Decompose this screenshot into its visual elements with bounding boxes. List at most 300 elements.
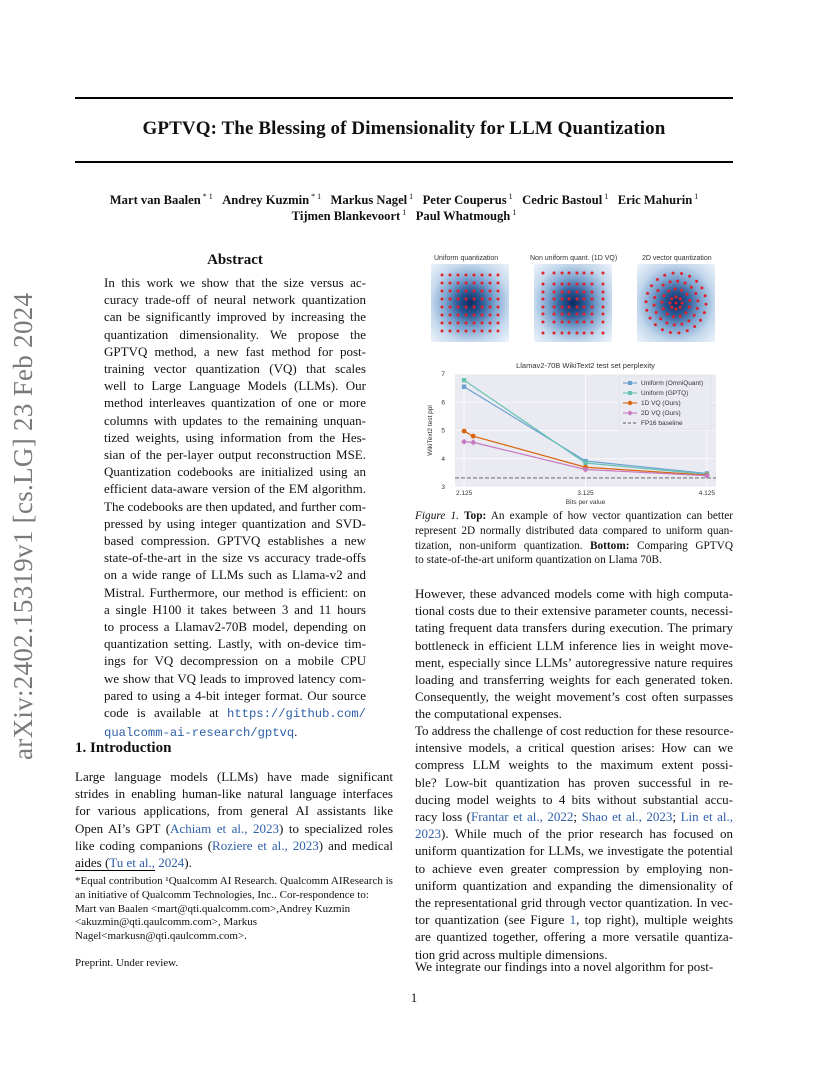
text-line: ment, especially since LLMs’ autoregressive nature requires (415, 654, 733, 670)
body-paragraph-3: We integrate our findings into a novel algorithm for post- (415, 959, 714, 974)
quantization-point (583, 313, 586, 316)
quantization-point (576, 272, 579, 275)
quantization-point (497, 282, 500, 285)
figure-caption: Figure 1. Top: An example of how vector quantization can better represent 2D normally distributed data compared to uniform quan- tization, non-uniform quantization. Bottom: Comparing GPTVQ to state-of-the-art uniform quantization on Llama 70B. (415, 510, 733, 567)
quantization-point (561, 321, 564, 324)
quantization-point (602, 291, 605, 294)
quantization-point (481, 330, 484, 333)
y-tick-label: 3 (441, 484, 445, 492)
footnote-rule (75, 870, 155, 871)
quantization-point (650, 284, 653, 287)
quantization-point (679, 315, 682, 318)
quantization-point (465, 306, 468, 309)
quantization-point (441, 282, 444, 285)
text-line: Research is an initiative of Qualcomm Technologies, Inc.. Cor- (75, 875, 393, 901)
text-line: bottleneck in efficient LLM inference lies in weight move- (415, 637, 733, 653)
quantization-point (481, 282, 484, 285)
quantization-point (457, 274, 460, 277)
quantization-point (666, 313, 669, 316)
quantization-point (688, 306, 691, 309)
x-axis-label: Bits per value (565, 499, 606, 506)
citation-link[interactable]: Lin et al., (680, 809, 733, 825)
quantization-point (489, 314, 492, 317)
author-name: Markus Nagel $^1$ (330, 192, 414, 208)
text-line: training vector quantization (VQ) that scales (104, 361, 366, 377)
quantization-point (449, 298, 452, 301)
text-line: quantization setting. Lastly, with on-device tim- (104, 636, 366, 652)
quantization-point (542, 306, 545, 309)
chart-title: Llamav2-70B WikiText2 test set perplexity (516, 361, 655, 370)
text-line: state-of-the-art in the size vs accuracy trade-offs (104, 550, 366, 566)
text-line: to achieve even greater compression by employing non- (415, 860, 733, 876)
data-point (583, 461, 587, 465)
data-point (462, 385, 466, 389)
quantization-point (568, 313, 571, 316)
quantization-point (465, 274, 468, 277)
text-line: a single H100 it takes between 3 and 11 hours (104, 601, 366, 617)
quantization-point (591, 313, 594, 316)
legend-label: FP16 baseline (641, 420, 683, 428)
quantization-point (583, 291, 586, 294)
panel-title-2dvq: 2D vector quantization (642, 255, 712, 262)
text-line: To address the challenge of cost reduction for these resource- (415, 723, 734, 738)
text-line: The codebooks are then updated, and further com- (104, 498, 367, 514)
quantization-point (568, 298, 571, 301)
quantization-point (677, 331, 680, 334)
text-line: the representational grid through vector quantization. In vec- (415, 895, 733, 911)
quantization-point (662, 307, 665, 310)
quantization-point (645, 309, 648, 312)
quantization-point (665, 322, 668, 325)
text-line: tional costs due to their extensive parameter counts, necessi- (415, 603, 733, 619)
quantization-point (568, 306, 571, 309)
quantization-point (481, 298, 484, 301)
quantization-point (675, 308, 678, 311)
quantization-point (656, 278, 659, 281)
text-line: loading and transferring weights for each generated token. (415, 672, 733, 688)
quantization-point (465, 314, 468, 317)
text-line: ducing model weights to 4 bits without substantial accu- (415, 791, 733, 807)
quantization-point (602, 272, 605, 275)
author-name: Peter Couperus $^1$ (422, 192, 513, 208)
quantization-point (481, 306, 484, 309)
quantization-point (489, 330, 492, 333)
text-line: curacy trade-off of neural network quantization (104, 292, 366, 308)
text-line: uniform quantization and expanding the dimensionality of (415, 877, 733, 893)
quantization-point (687, 319, 690, 322)
quantization-point (669, 280, 672, 283)
data-point (462, 378, 466, 382)
quantization-point (449, 306, 452, 309)
quantization-point (457, 298, 460, 301)
quantization-point (449, 330, 452, 333)
y-tick-label: 5 (441, 427, 445, 435)
quantization-point (684, 311, 687, 314)
quantization-point (591, 321, 594, 324)
quantization-point (663, 274, 666, 277)
panel-title-nonuniform: Non uniform quant. (1D VQ) (530, 255, 618, 262)
quantization-point (449, 322, 452, 325)
figure-reference-link[interactable]: 1 (569, 912, 577, 928)
quantization-point (457, 306, 460, 309)
quantization-point (591, 332, 594, 335)
text-line: GPTVQ method, a new fast method for post- (104, 343, 366, 359)
text-line: are quantized together, offering a more versatile quantiza- (415, 929, 733, 945)
quantization-point (457, 290, 460, 293)
section-heading-introduction: 1. Introduction (75, 740, 172, 756)
quantization-point (704, 294, 707, 297)
quantization-point (688, 275, 691, 278)
quantization-point (679, 297, 682, 300)
citation-link[interactable]: Tu et al., 2024 (109, 855, 185, 871)
quantization-point (591, 272, 594, 275)
quantization-point (449, 282, 452, 285)
author-name: Eric Mahurin $^1$ (617, 192, 699, 208)
quantization-point (680, 323, 683, 326)
panel-nonuniform-quantization (534, 264, 612, 342)
quantization-point (576, 283, 579, 286)
text-line: respondence to: Mart van Baalen <mart@qti.qualcomm.com>, (75, 888, 369, 915)
text-line: on a wide range of LLMs such as Llama-v2 and (104, 567, 366, 583)
quantization-point (497, 274, 500, 277)
body-paragraph-1 (415, 585, 733, 723)
quantization-point (553, 283, 556, 286)
quantization-point (481, 290, 484, 293)
quantization-point (553, 272, 556, 275)
quantization-point (676, 280, 679, 283)
text-line: sian of the per-layer output reconstruction MSE. (104, 447, 366, 463)
data-point (471, 434, 476, 439)
legend-marker (628, 401, 632, 405)
quantization-point (489, 290, 492, 293)
text-line: well to Large Language Models (LLMs). Our (104, 378, 366, 394)
text-line: tized weights, using information from the Hes- (104, 429, 366, 445)
quantization-point (489, 306, 492, 309)
text-line: columns with updates to the remaining unquan- (104, 412, 366, 428)
text-line: tating frequent data transfers during execution. The primary (415, 620, 733, 636)
quantization-point (688, 299, 691, 302)
text-line: the computational expenses. (415, 706, 562, 722)
text-line: Quantization codebooks are initialized using an (104, 464, 366, 480)
quantization-point (591, 306, 594, 309)
quantization-point (441, 314, 444, 317)
legend-label: Uniform (OmniQuant) (641, 380, 704, 388)
title-bottom-rule (75, 161, 733, 163)
quantization-point (576, 291, 579, 294)
quantization-point (655, 311, 658, 314)
quantization-point (602, 332, 605, 335)
text-line: Mistral. Furthermore, our method is efficient: on (104, 584, 366, 600)
quantization-point (489, 298, 492, 301)
author-list (75, 192, 733, 208)
quantization-point (659, 317, 662, 320)
text-line: can be significantly improved by increasing the (104, 309, 366, 325)
preprint-note: Preprint. Under review. (75, 957, 179, 969)
quantization-point (473, 282, 476, 285)
quantization-point (542, 283, 545, 286)
quantization-point (489, 274, 492, 277)
quantization-point (653, 296, 656, 299)
quantization-point (449, 290, 452, 293)
quantization-point (497, 330, 500, 333)
text-line: *Equal contribution ¹Qualcomm AI Research. Qualcomm AI (75, 875, 343, 887)
quantization-point (645, 300, 648, 303)
quantization-point (653, 304, 656, 307)
quantization-point (449, 314, 452, 317)
panel-2d-vector-quantization (637, 264, 715, 342)
quantization-point (497, 314, 500, 317)
quantization-point (561, 313, 564, 316)
source-code-link[interactable]: qualcomm-ai-research/gptvq (104, 726, 295, 741)
quantization-point (681, 302, 684, 305)
quantization-point (561, 306, 564, 309)
quantization-point (561, 298, 564, 301)
quantization-point (583, 298, 586, 301)
x-tick-label: 4.125 (698, 490, 716, 497)
abstract-heading: Abstract (207, 252, 263, 268)
quantization-point (693, 314, 696, 317)
y-tick-label: 4 (441, 455, 445, 463)
text-line: intensive models, a critical question arises: How can we (415, 740, 733, 756)
quantization-point (465, 282, 468, 285)
body-paragraph-2: To address the challenge of cost reduction for these resource- intensive models, a critical question arises: How can we compress LLM weights to the maximum extent possi- ble? Low-bit quantization has proven successful in re- ducing model weights to 4 bits without substantial accu- racy loss (Frantar et al., 2022; Shao et al., 2023; Lin et al., 2023). While much of the prior research has focused on uniform quantization for LLMs, we investigate the potential to achieve even greater compression by employing non- uniform quantization and expanding the dimensionality of the representational grid through vector quantization. In vec- tor quantization (see Figure 1, top right), multiple weights are quantized together, offering a more versatile quantiza- tion grid across multiple dimensions. (415, 723, 734, 962)
text-line: ble? Low-bit quantization has proven successful in re- (415, 774, 733, 790)
quantization-point (591, 283, 594, 286)
legend-marker (628, 391, 632, 395)
quantization-point (673, 323, 676, 326)
perplexity-chart (418, 356, 733, 508)
quantization-point (561, 283, 564, 286)
quantization-point (561, 332, 564, 335)
text-line: Andrey Kuzmin <akuzmin@qti.qaulcomm.com>, Markus Nagel (75, 902, 351, 943)
legend-label: 2D VQ (Ours) (641, 410, 681, 418)
quantization-point (602, 283, 605, 286)
quantization-point (481, 274, 484, 277)
legend-label: Uniform (GPTQ) (641, 390, 689, 398)
quantization-point (662, 284, 665, 287)
quantization-point (656, 289, 659, 292)
quantization-point (497, 298, 500, 301)
text-line: quantization dimensionality. We propose the (104, 326, 366, 342)
text-line: In this work we show that the size versus ac- (104, 275, 366, 290)
introduction-text: Large language models (LLMs) have made significant strides in enabling human-like natural language interfaces for various applications, from general AI assistants like Open AI’s GPT (Achiam et al., 2023) to specialized roles like coding companions (Roziere et al., 2023) and medical aides (Tu et al., 2024). (75, 769, 394, 871)
quantization-point (542, 298, 545, 301)
quantization-point (542, 321, 545, 324)
panel-uniform-quantization (431, 264, 509, 342)
quantization-point (699, 319, 702, 322)
arxiv-identifier: arXiv:2402.15319v1 [cs.LG] 23 Feb 2024 (8, 292, 38, 760)
quantization-point (473, 330, 476, 333)
quantization-point (568, 283, 571, 286)
quantization-point (669, 302, 672, 305)
quantization-point (576, 306, 579, 309)
quantization-point (553, 306, 556, 309)
quantization-point (672, 272, 675, 275)
quantization-point (672, 315, 675, 318)
quantization-point (473, 314, 476, 317)
quantization-point (680, 272, 683, 275)
quantization-point (576, 313, 579, 316)
quantization-point (696, 307, 699, 310)
legend-label: 1D VQ (Ours) (641, 400, 681, 408)
quantization-point (602, 313, 605, 316)
quantization-point (473, 322, 476, 325)
quantization-point (465, 290, 468, 293)
quantization-point (473, 274, 476, 277)
quantization-point (667, 290, 670, 293)
quantization-point (700, 286, 703, 289)
quantization-point (583, 306, 586, 309)
text-line: uniform quantization for LLMs, we investigate the potential (415, 843, 733, 859)
quantization-point (473, 306, 476, 309)
quantization-point (568, 321, 571, 324)
text-line: to process a Llamav2-70B model, depending on (104, 619, 366, 635)
text-line: based compression. GPTVQ establishes a new (104, 533, 366, 549)
text-line: method interleaves quantization of one or more (104, 395, 366, 411)
quantization-point (654, 323, 657, 326)
quantization-point (441, 322, 444, 325)
quantization-point (473, 298, 476, 301)
quantization-point (553, 298, 556, 301)
quantization-point (680, 289, 683, 292)
quantization-point (497, 306, 500, 309)
citation-link[interactable]: Shao et al., 2023 (581, 809, 673, 825)
text-line: efficient data-aware version of the EM algorithm. (104, 481, 366, 497)
source-code-link[interactable]: https://github.com/ (227, 707, 366, 722)
text-line: pared to using a 4-bit integer format. Our source (104, 687, 366, 703)
quantization-point (568, 291, 571, 294)
data-point (462, 429, 467, 434)
quantization-point (441, 298, 444, 301)
quantization-point (441, 290, 444, 293)
text-line: we show that VQ leads to improved latency com- (104, 670, 366, 686)
quantization-point (542, 313, 545, 316)
page-number: 1 (410, 990, 418, 1005)
author-name: Andrey Kuzmin $^{* 1}$ (222, 192, 322, 208)
citation-link[interactable]: Frantar et al., 2022 (471, 809, 574, 825)
quantization-point (457, 282, 460, 285)
quantization-point (675, 302, 678, 305)
quantization-point (602, 321, 605, 324)
abstract-text: In this work we show that the size versus ac- curacy trade-off of neural network quantization can be significantly improved by increasing the quantization dimensionality. We propose the GPTVQ method, a new fast method for post- training vector quantization (VQ) that scales well to Large Language Models (LLMs). Our method interleaves quantization of one or more columns with updates to the remaining unquan- tized weights, using information from the Hes- sian of the per-layer output reconstruction MSE. Quantization codebooks are initialized using an efficient data-aware version of the EM algorithm. The codebooks are then updated, and further com- pressed by using integer quantization and SVD- based compression. GPTVQ establishes a new state-of-the-art in the size vs accuracy trade-offs on a wide range of LLMs such as Llama-v2 and Mistral. Furthermore, our method is efficient: on a single H100 it takes between 3 and 11 hours to process a Llamav2-70B model, depending on quantization setting. Lastly, with on-device tim- ings for VQ decompression on a mobile CPU we show that VQ leads to improved latency com- pared to using a 4-bit integer format. Our source code is available at https://github.com/ qualcomm-ai-research/gptvq. (104, 275, 367, 741)
quantization-point (684, 281, 687, 284)
quantization-point (583, 283, 586, 286)
quantization-point (489, 282, 492, 285)
quantization-point (441, 274, 444, 277)
text-line: pressed by using integer quantization and SVD- (104, 515, 366, 531)
quantization-point (497, 290, 500, 293)
quantization-point (663, 294, 666, 297)
y-tick-label: 7 (441, 371, 445, 379)
quantization-point (568, 332, 571, 335)
author-name: Paul Whatmough $^1$ (415, 208, 517, 224)
quantization-point (481, 322, 484, 325)
quantization-point (696, 299, 699, 302)
quantization-point (695, 280, 698, 283)
text-line: However, these advanced models come with high computa- (415, 586, 733, 601)
quantization-point (704, 303, 707, 306)
quantization-point (576, 298, 579, 301)
quantization-point (441, 306, 444, 309)
text-line: compress LLM weights to the maximum extent possi- (415, 757, 733, 773)
citation-link[interactable]: Roziere et al., 2023 (212, 837, 319, 853)
quantization-point (465, 298, 468, 301)
quantization-point (553, 313, 556, 316)
quantization-point (703, 311, 706, 314)
quantization-point (489, 322, 492, 325)
quantization-point (449, 274, 452, 277)
quantization-point (553, 291, 556, 294)
quantization-point (674, 288, 677, 291)
quantization-point (553, 321, 556, 324)
quantization-point (679, 306, 682, 309)
x-tick-label: 3.125 (577, 490, 594, 497)
quantization-point (669, 331, 672, 334)
quantization-point (693, 325, 696, 328)
quantization-point (591, 291, 594, 294)
quantization-point (553, 332, 556, 335)
quantization-point (497, 322, 500, 325)
quantization-point (542, 291, 545, 294)
quantization-point (561, 291, 564, 294)
quantization-point (694, 292, 697, 295)
quantization-point (583, 321, 586, 324)
quantization-point (583, 332, 586, 335)
quantization-point (602, 306, 605, 309)
quantization-point (465, 330, 468, 333)
quantization-point (661, 328, 664, 331)
legend-marker (628, 381, 632, 385)
quantization-point (675, 296, 678, 299)
quantization-point (561, 272, 564, 275)
text-line: Consequently, the weight movement’s cost often surpasses (415, 689, 733, 705)
quantization-point (583, 272, 586, 275)
quantization-point (576, 321, 579, 324)
footnote (75, 875, 393, 944)
author-name: Mart van Baalen $^{* 1}$ (109, 192, 213, 208)
quantization-point (690, 286, 693, 289)
quantization-point (473, 290, 476, 293)
quantization-point (457, 322, 460, 325)
quantization-point (481, 314, 484, 317)
y-tick-label: 6 (441, 399, 445, 407)
quantization-point (661, 301, 664, 304)
quantization-point (542, 272, 545, 275)
quantization-point (686, 293, 689, 296)
text-line: ings for VQ decompression on a mobile CPU (104, 653, 366, 669)
quantization-point (441, 330, 444, 333)
author-name: Cedric Bastoul $^1$ (522, 192, 609, 208)
quantization-point (542, 332, 545, 335)
quantization-point (591, 298, 594, 301)
x-tick-label: 2.125 (455, 490, 473, 497)
quantization-point (649, 317, 652, 320)
author-name: Tijmen Blankevoort $^1$ (291, 208, 407, 224)
y-axis-label: WikiText2 test ppl (427, 405, 434, 456)
quantization-point (670, 297, 673, 300)
quantization-point (457, 330, 460, 333)
quantization-point (465, 322, 468, 325)
quantization-point (568, 272, 571, 275)
text-line: <markusn@qti.qaulcomm.com>. (101, 930, 247, 943)
paper-title: GPTVQ: The Blessing of Dimensionality for LLM Quantization (142, 118, 666, 139)
quantization-point (670, 306, 673, 309)
quantization-point (686, 329, 689, 332)
top-rule (75, 97, 733, 99)
quantization-point (646, 292, 649, 295)
citation-link[interactable]: Achiam et al., 2023 (170, 820, 279, 836)
citation-link[interactable]: 2023 (415, 826, 441, 842)
